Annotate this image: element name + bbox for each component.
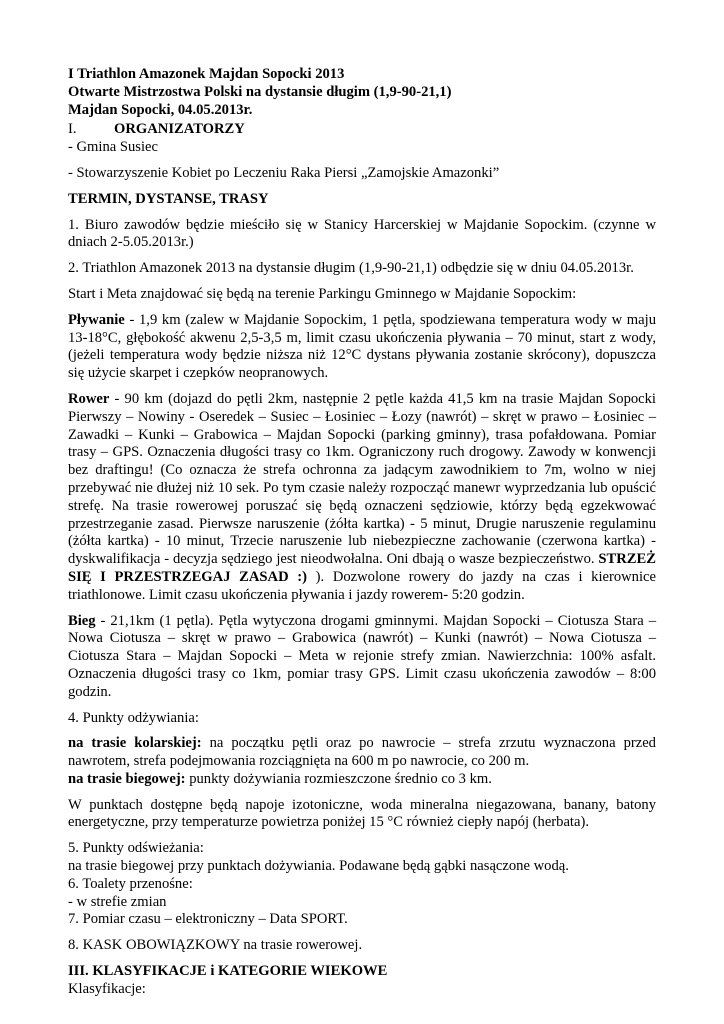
section-number: I.	[68, 121, 77, 138]
paragraph-run	[68, 613, 656, 702]
bike-warning: STRZEŻ SIĘ I PRZESTRZEGAJ ZASAD :)	[68, 551, 656, 585]
refresh-points-heading: 5. Punkty odświeżania:	[68, 840, 204, 857]
run-text: - 21,1km (1 pętla). Pętla wytyczona drogami gminnymi. Majdan Sopocki – Ciotusza Stara – Nowa Ciotusza – skręt w prawo – Grabowica (nawrót) – Kunki (nawrót) – Nowa Ciotusza – Ciotusza Stara – Majdan Sopocki – Meta w rejonie strefy zmian. Nawierzchnia: 100% asfalt. Oznaczenia długości trasy co 1km, pomiar trasy GPS. Limit czasu ukończenia zawodów – 8:00 godzin.	[68, 612, 656, 700]
run-label: Bieg	[68, 612, 96, 629]
section-terms-heading: TERMIN, DYSTANSE, TRASY	[68, 190, 269, 207]
bike-tail: ). Dozwolone rowery do jazdy na czas i kierownice triathlonowe. Limit czasu ukończenia pływania i jazdy rowerem- 5:20 godzin.	[68, 568, 656, 603]
doc-title-line1: I Triathlon Amazonek Majdan Sopocki 2013	[68, 66, 345, 82]
toilets-heading: 6. Toalety przenośne:	[68, 875, 193, 892]
paragraph-feed-run	[68, 771, 656, 789]
section-title: ORGANIZATORZY	[114, 121, 245, 138]
document-page	[68, 66, 656, 999]
swim-label: Pływanie	[68, 311, 125, 328]
paragraph-feed-bike	[68, 735, 656, 771]
paragraph-date: 2. Triathlon Amazonek 2013 na dystansie długim (1,9-90-21,1) odbędzie się w dniu 04.05.2013r.	[68, 260, 634, 277]
organizer-1: - Gmina Susiec	[68, 139, 158, 156]
run-feed-text: punkty dożywiania rozmieszczone średnio co 3 km.	[185, 770, 492, 787]
section-organizers-heading	[68, 121, 656, 139]
helmet-text: 8. KASK OBOWIĄZKOWY na trasie rowerowej.	[68, 937, 363, 954]
bike-text: - 90 km (dojazd do pętli 2km, następnie 2 pętle każda 41,5 km na trasie Majdan Sopocki Pierwszy – Nowiny - Oseredek – Susiec – Łosiniec – Łozy (nawrót) – skręt w prawo – Łosiniec – Zawadki – Kunki – Grabowica – Majdan Sopocki (parking gminny), trasa pofałdowana. Pomiar trasy – GPS. Oznaczenia długości trasy co 1km. Ograniczony ruch drogowy. Zawody w konwencji bez draftingu! (Co oznacza że strefa ochronna za jadącym zawodnikiem to 7m, wolno w niej przebywać nie dłużej niż 10 sek. Po tym czasie należy rozpocząć manewr wyprzedzania lub opuścić strefę. Na trasie rowerowej poruszać się będą oznaczeni sędziowie, którzy będą egzekwować przestrzeganie zasad. Pierwsze naruszenie (żółta kartka) - 5 minut, Drugie naruszenie regulaminu (żółta kartka) - 10 minut, Trzecie naruszenie lub niebezpieczne zachowanie (czerwona kartka) - dyskwalifikacja - decyzja sędziego jest nieodwołalna. Oni dbają o wasze bezpieczeństwo.	[68, 390, 656, 568]
refresh-points-text: na trasie biegowej przy punktach dożywiania. Podawane będą gąbki nasączone wodą.	[68, 858, 569, 875]
bike-label: Rower	[68, 390, 110, 407]
doc-title-line2: Otwarte Mistrzostwa Polski na dystansie długim (1,9-90-21,1)	[68, 83, 452, 100]
paragraph-office: 1. Biuro zawodów będzie mieściło się w Stanicy Harcerskiej w Majdanie Sopockim. (czynne w dniach 2-5.05.2013r.)	[68, 216, 656, 251]
swim-text: - 1,9 km (zalew w Majdanie Sopockim, 1 pętla, spodziewana temperatura wody w maju 13-18°C, głębokość akwenu 2,5-3,5 m, limit czasu ukończenia pływania – 70 minut, start z wody, (jeżeli temperatura wody będzie niższa niż 12°C dystans pływania zostanie skrócony), dopuszcza się użycie skarpet i czepków neopranowych.	[68, 311, 656, 382]
toilets-text: - w strefie zmian	[68, 893, 167, 910]
doc-title-line3: Majdan Sopocki, 04.05.2013r.	[68, 101, 253, 118]
feed-points-heading: 4. Punkty odżywiania:	[68, 709, 199, 726]
organizer-2: - Stowarzyszenie Kobiet po Leczeniu Raka Piersi „Zamojskie Amazonki”	[68, 164, 500, 181]
bike-feed-text: na początku pętli oraz po nawrocie – strefa zrzutu wyznaczona przed nawrotem, strefa podejmowania rozciągnięta na 600 m po nawrocie, co 200 m.	[68, 735, 656, 770]
classification-subheading: Klasyfikacje:	[68, 980, 146, 997]
paragraph-swim	[68, 312, 656, 383]
run-feed-label: na trasie biegowej:	[68, 770, 186, 787]
section-classification-heading: III. KLASYFIKACJE i KATEGORIE WIEKOWE	[68, 963, 388, 980]
paragraph-start-finish: Start i Meta znajdować się będą na terenie Parkingu Gminnego w Majdanie Sopockim:	[68, 285, 577, 302]
timing-text: 7. Pomiar czasu – elektroniczny – Data SPORT.	[68, 911, 348, 928]
bike-feed-label: na trasie kolarskiej:	[68, 735, 202, 752]
paragraph-feed-description: W punktach dostępne będą napoje izotoniczne, woda mineralna niegazowana, banany, batony energetyczne, przy temperaturze powietrza poniżej 15 °C również ciepły napój (herbata).	[68, 796, 656, 831]
paragraph-bike	[68, 391, 656, 605]
